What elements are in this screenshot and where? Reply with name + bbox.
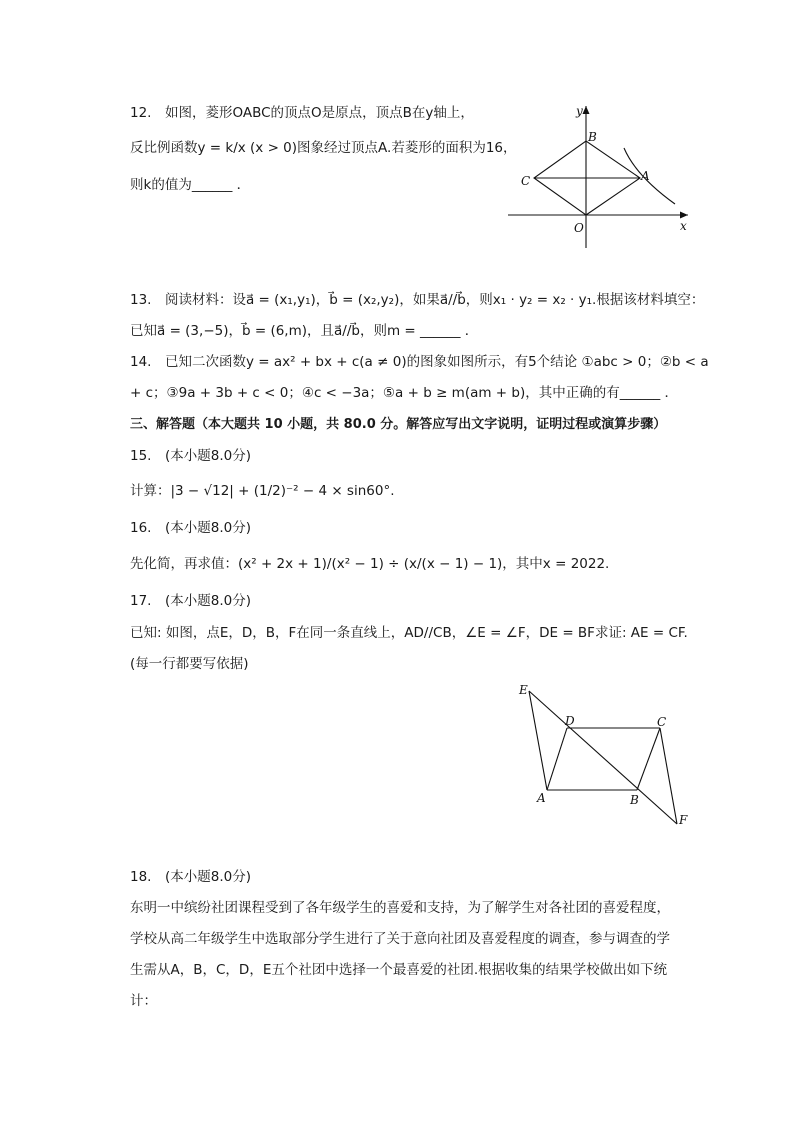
label-e: E bbox=[519, 683, 528, 697]
q16-heading: 16. (本小题8.0分) bbox=[130, 520, 251, 536]
label-a2: A bbox=[537, 791, 546, 805]
q17-line-2: (每一行都要写依据) bbox=[130, 656, 249, 672]
label-a: A bbox=[641, 169, 650, 183]
label-d: D bbox=[565, 714, 575, 728]
figure-rhombus-hyperbola bbox=[500, 96, 700, 256]
label-o: O bbox=[574, 221, 584, 235]
label-x: x bbox=[680, 219, 687, 233]
q18-line-3: 生需从A，B，C，D，E五个社团中选择一个最喜爱的社团.根据收集的结果学校做出如下统 bbox=[130, 962, 668, 978]
segment-bc bbox=[637, 728, 660, 790]
q12-line-2: 反比例函数y = k/x (x > 0)图象经过顶点A.若菱形的面积为16， bbox=[130, 140, 517, 156]
q14-line-1: 14. 已知二次函数y = ax² + bx + c(a ≠ 0)的图象如图所示，有5个结论 ①abc > 0；②b < a bbox=[130, 354, 709, 370]
q12-line-1: 12. 如图，菱形OABC的顶点O是原点，顶点B在y轴上， bbox=[130, 105, 474, 121]
label-f: F bbox=[679, 813, 688, 827]
label-b2: B bbox=[630, 793, 639, 807]
q18-line-4: 计： bbox=[130, 993, 157, 1009]
label-b: B bbox=[588, 130, 597, 144]
q13-line-1: 13. 阅读材料：设a⃗ = (x₁,y₁)，b⃗ = (x₂,y₂)，如果a⃗//b⃗，则x₁ · y₂ = x₂ · y₁.根据该材料填空： bbox=[130, 292, 705, 308]
q17-line-1: 已知: 如图，点E，D，B，F在同一条直线上，AD//CB，∠E = ∠F，DE = BF求证: AE = CF. bbox=[130, 625, 688, 641]
label-c: C bbox=[521, 174, 531, 188]
segment-cf bbox=[660, 728, 677, 824]
q18-line-2: 学校从高二年级学生中选取部分学生进行了关于意向社团及喜爱程度的调查，参与调查的学 bbox=[130, 931, 670, 947]
q17-heading: 17. (本小题8.0分) bbox=[130, 593, 251, 609]
label-y: y bbox=[576, 104, 583, 118]
section-heading: 三、解答题（本大题共 10 小题，共 80.0 分。解答应写出文字说明，证明过程或演算步骤） bbox=[130, 417, 667, 432]
q15-heading: 15. (本小题8.0分) bbox=[130, 448, 251, 464]
q14-line-2: + c；③9a + 3b + c < 0；④c < −3a；⑤a + b ≥ m(am + b)，其中正确的有______ ． bbox=[130, 385, 679, 401]
q18-line-1: 东明一中缤纷社团课程受到了各年级学生的喜爱和支持，为了解学生对各社团的喜爱程度， bbox=[130, 900, 670, 916]
q13-line-2: 已知a⃗ = (3,−5)，b⃗ = (6,m)，且a⃗//b⃗，则m = ______ ． bbox=[130, 323, 479, 339]
q12-line-3: 则k的值为______ ． bbox=[130, 177, 251, 193]
q16-body: 先化简，再求值：(x² + 2x + 1)/(x² − 1) ÷ (x/(x − 1) − 1)，其中x = 2022. bbox=[130, 556, 610, 572]
q18-heading: 18. (本小题8.0分) bbox=[130, 869, 251, 885]
q15-body: 计算：|3 − √12| + (1/2)⁻² − 4 × sin60°. bbox=[130, 483, 395, 499]
line-edbf bbox=[529, 691, 677, 824]
segment-ad bbox=[547, 728, 567, 790]
segment-ae bbox=[529, 691, 547, 790]
label-c2: C bbox=[657, 715, 667, 729]
figure-geometry-aedf bbox=[505, 678, 705, 838]
